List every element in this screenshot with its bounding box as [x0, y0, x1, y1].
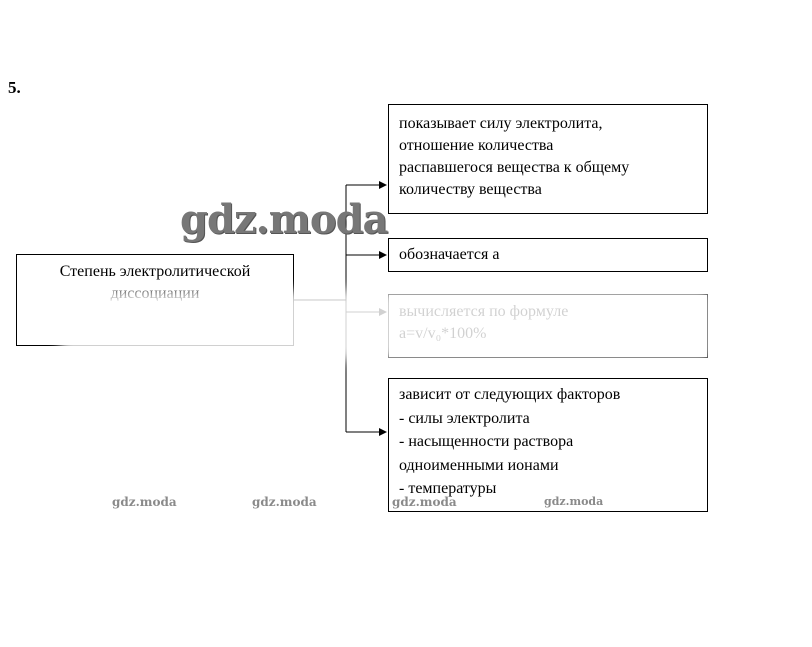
box1-line-1: показывает силу электролита,	[399, 115, 603, 132]
root-line-1: Степень электролитической	[59, 263, 251, 280]
task-number: 5.	[8, 78, 21, 97]
box1-line-4: количеству вещества	[399, 181, 542, 198]
box4-line-1: зависит от следующих факторов	[399, 386, 621, 403]
box1-line-3: распавшегося вещества к общему	[399, 159, 630, 176]
box2-line-1: обозначается a	[399, 246, 500, 263]
watermark-smear	[60, 290, 710, 360]
watermark-small-4: gdz.moda	[544, 495, 604, 508]
box4-line-4: одноименными ионами	[399, 456, 559, 474]
box4-line-2: - силы электролита	[399, 409, 530, 427]
property-box-strength	[388, 104, 708, 214]
watermark-small-2: gdz.moda	[252, 495, 317, 509]
watermark-small-3: gdz.moda	[392, 495, 457, 509]
watermark-small-1: gdz.moda	[112, 495, 177, 509]
watermark-large: gdz.moda	[180, 196, 388, 243]
property-box-factors	[388, 378, 708, 512]
box4-line-3: - насыщенности раствора	[399, 433, 574, 450]
box1-line-2: отношение количества	[399, 137, 554, 154]
box4-line-5: - температуры	[399, 480, 497, 497]
property-box-notation	[388, 238, 708, 272]
